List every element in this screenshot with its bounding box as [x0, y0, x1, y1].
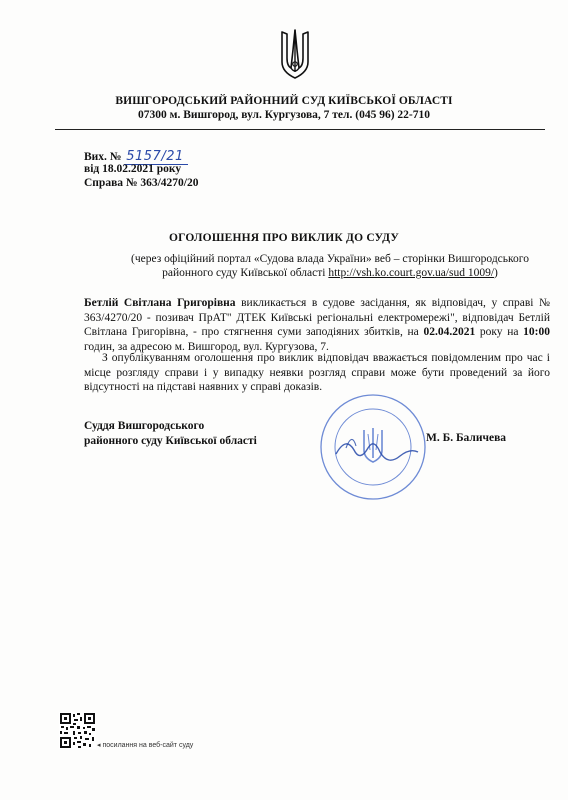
document-date: від 18.02.2021 року: [84, 163, 182, 175]
hearing-date: 02.04.2021: [423, 326, 476, 338]
judge-title: [84, 419, 257, 449]
qr-code-icon[interactable]: [59, 712, 96, 749]
qr-caption-text: посилання на веб-сайт суду: [102, 742, 194, 749]
summons-text-c: годин, за адресою м. Вишгород, вул. Кургузова, 7.: [84, 340, 329, 353]
subtitle-close: ): [494, 267, 498, 279]
outgoing-number-line: [84, 149, 188, 164]
header-divider: [55, 129, 545, 130]
court-address: 07300 м. Вишгород, вул. Кургузова, 7 тел. (045 96) 22-710: [138, 109, 430, 121]
judge-title-line1: Суддя Вишгородського: [84, 420, 205, 432]
notice-consequence-paragraph: [84, 351, 550, 395]
court-name: ВИШГОРОДСЬКИЙ РАЙОННИЙ СУД КИЇВСЬКОЇ ОБЛАСТІ: [115, 95, 453, 107]
case-number: Справа № 363/4270/20: [84, 177, 199, 189]
subtitle-text: (через офіційний портал «Судова влада України» веб – сторінки Вишгородського районного суду Київської області: [131, 253, 529, 279]
arrow-left-icon: ◂: [97, 742, 103, 749]
handwritten-outgoing-number: 5157/21: [124, 149, 188, 165]
outgoing-label: Вих. №: [84, 151, 122, 163]
qr-caption: [97, 741, 193, 749]
court-website-link[interactable]: http://vsh.ko.court.gov.ua/sud 1009/: [328, 267, 495, 279]
summons-text-b: року на: [475, 326, 524, 338]
notice-title: ОГОЛОШЕННЯ ПРО ВИКЛИК ДО СУДУ: [168, 232, 400, 244]
notice-subtitle: [110, 252, 550, 280]
defendant-name: Бетлій Світлана Григорівна: [84, 297, 236, 309]
court-seal-stamp: [318, 392, 428, 502]
hearing-time: 10:00: [523, 326, 550, 338]
judge-title-line2: районного суду Київської області: [84, 435, 257, 447]
summons-text-a: викликається в судове засідання, як відповідач, у справі № 363/4270/20 - позивач ПрАТ" ДТЕК Київські регіональні електромережі", відповідач Бетлій Світлана Григорівна, - про стягнення суми заподіяних збитків, на: [84, 297, 550, 338]
trident-emblem-icon: [279, 28, 311, 80]
summons-paragraph: [84, 296, 550, 354]
consequence-text: З опублікуванням оголошення про виклик відповідач вважається повідомленим про час і місце розгляду справи і у випадку неявки розгляд справи може бути проведений за його відсутності на підставі наявних у справі доказів.: [84, 352, 550, 393]
judge-name: М. Б. Баличева: [426, 432, 507, 444]
